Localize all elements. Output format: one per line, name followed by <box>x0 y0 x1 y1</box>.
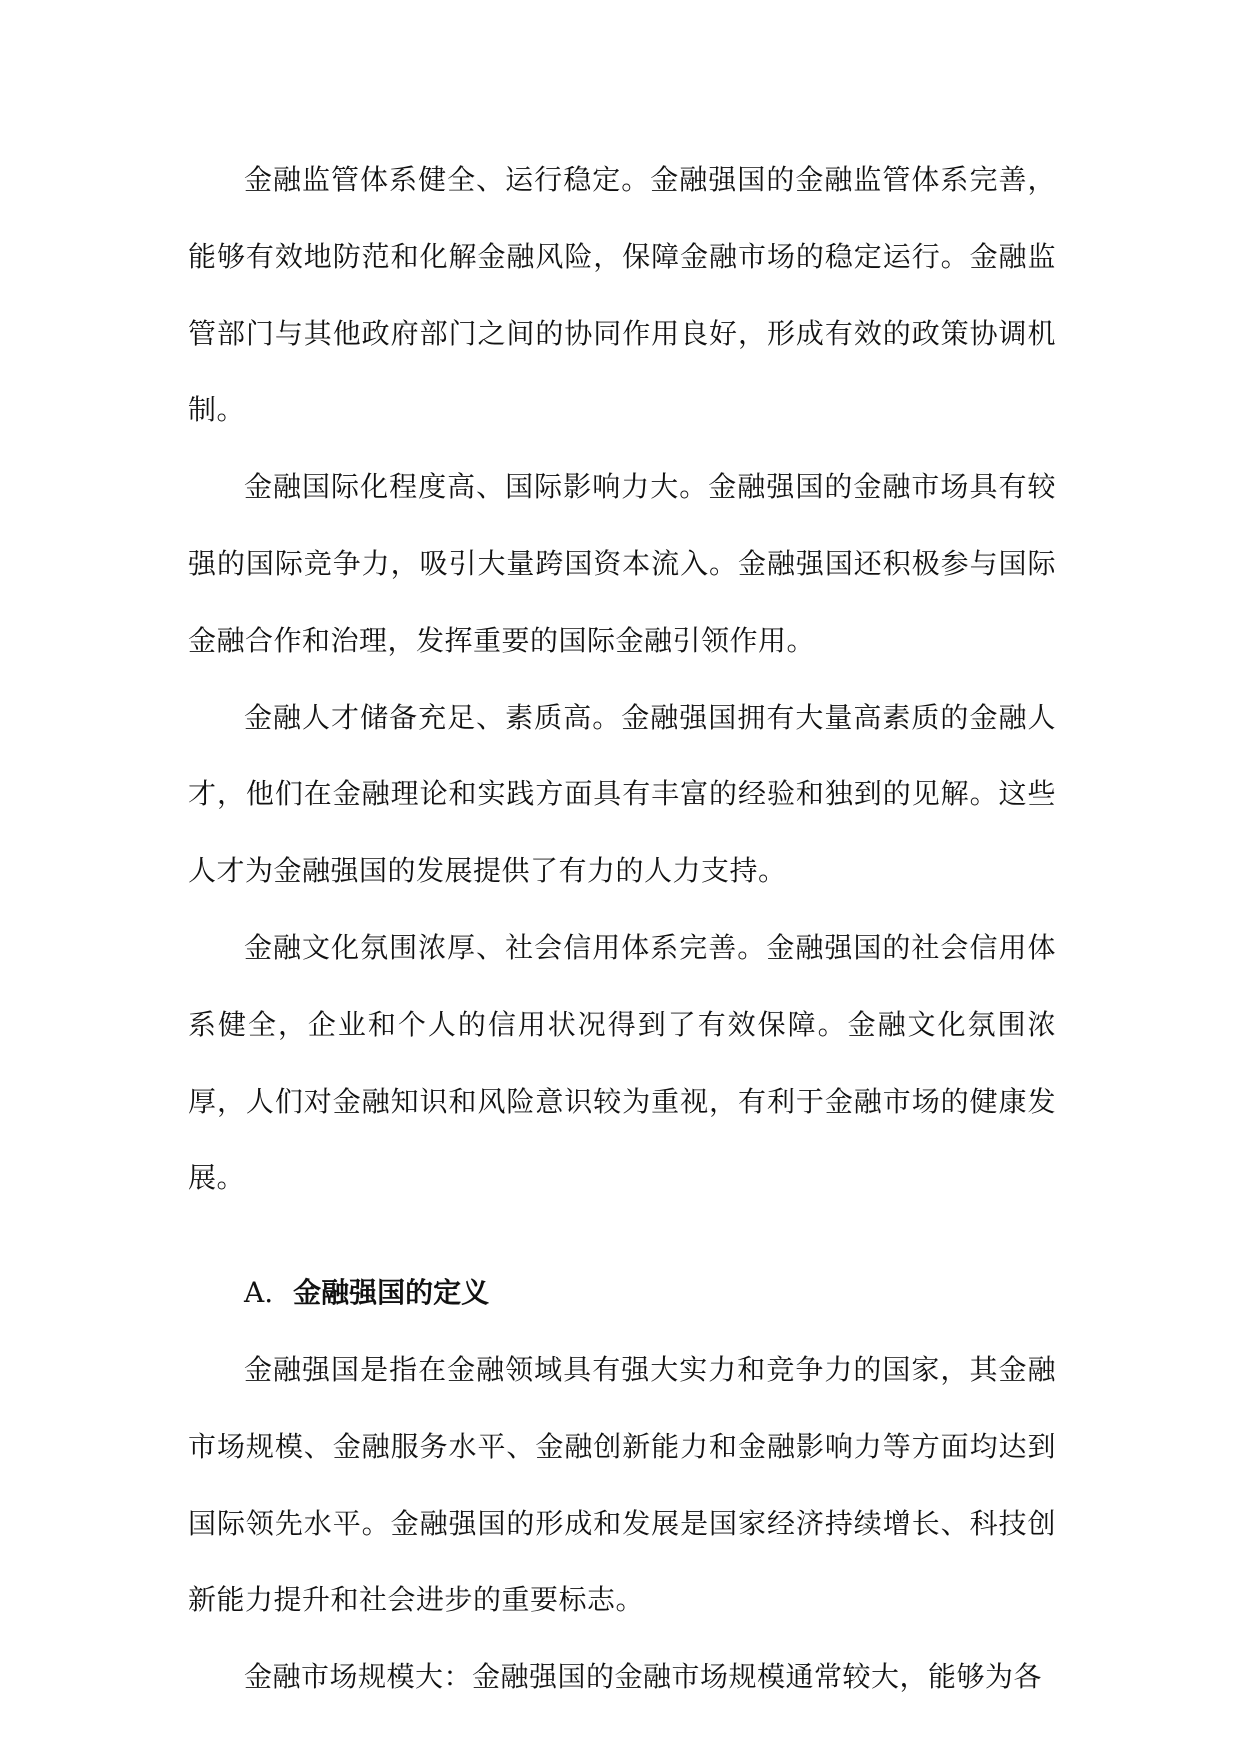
section-heading <box>188 1255 1056 1332</box>
paragraph-definition: 金融强国是指在金融领域具有强大实力和竞争力的国家，其金融市场规模、金融服务水平、金融创新能力和金融影响力等方面均达到国际领先水平。金融强国的形成和发展是国家经济持续增长、科技创新能力提升和社会进步的重要标志。 <box>188 1352 1056 1617</box>
section-title: 金融强国的定义 <box>293 1276 490 1310</box>
section-marker: A. <box>244 1276 274 1310</box>
document-body <box>188 142 1056 1716</box>
paragraph-culture: 金融文化氛围浓厚、社会信用体系完善。金融强国的社会信用体系健全，企业和个人的信用状况得到了有效保障。金融文化氛围浓厚，人们对金融知识和风险意识较为重视，有利于金融市场的健康发展。 <box>188 930 1056 1195</box>
paragraph-market-scale: 金融市场规模大：金融强国的金融市场规模通常较大，能够为各 <box>244 1660 1043 1694</box>
paragraph-talent: 金融人才储备充足、素质高。金融强国拥有大量高素质的金融人才，他们在金融理论和实践方面具有丰富的经验和独到的见解。这些人才为金融强国的发展提供了有力的人力支持。 <box>188 700 1056 888</box>
paragraph-internationalization: 金融国际化程度高、国际影响力大。金融强国的金融市场具有较强的国际竞争力，吸引大量跨国资本流入。金融强国还积极参与国际金融合作和治理，发挥重要的国际金融引领作用。 <box>188 470 1056 657</box>
paragraph-regulation: 金融监管体系健全、运行稳定。金融强国的金融监管体系完善，能够有效地防范和化解金融风险，保障金融市场的稳定运行。金融监管部门与其他政府部门之间的协同作用良好，形成有效的政策协调机制。 <box>188 163 1056 427</box>
